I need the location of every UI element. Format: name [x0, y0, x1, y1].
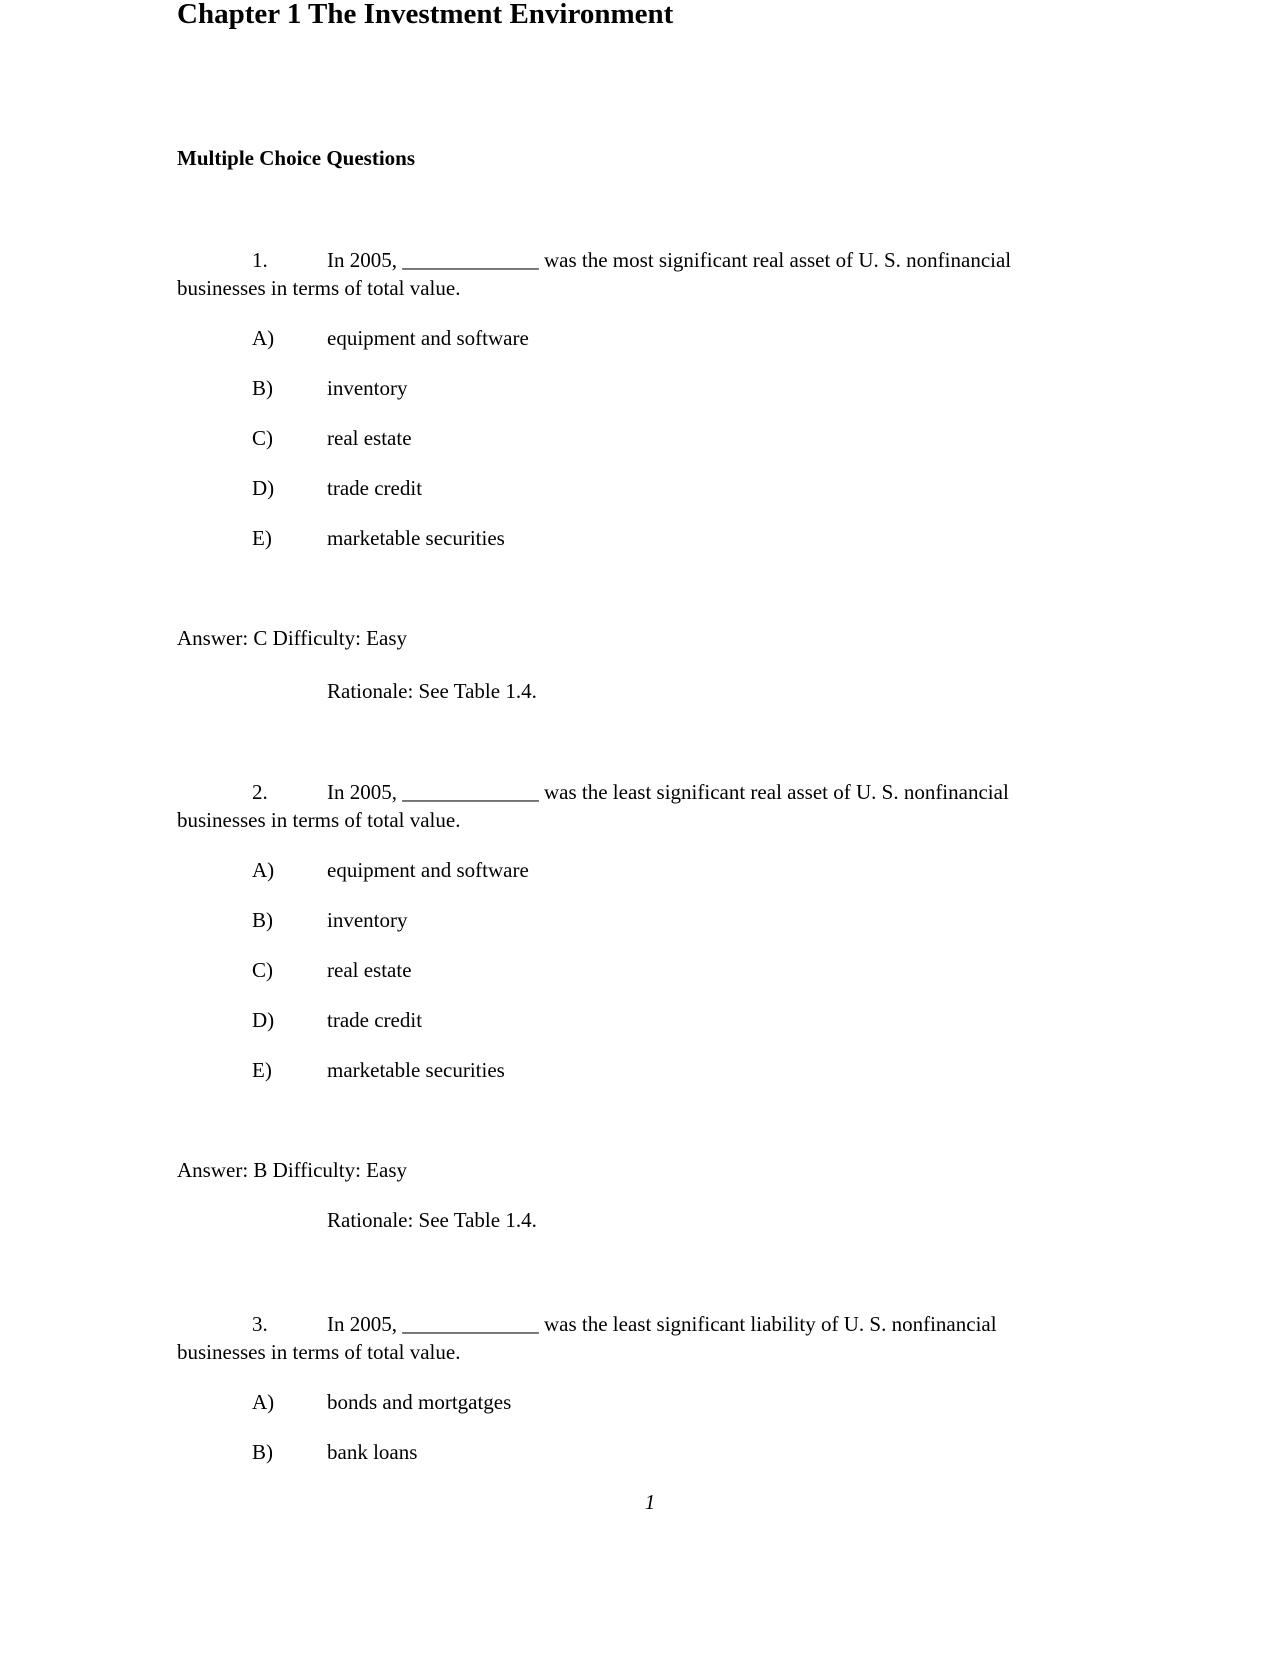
option-letter: B) [252, 376, 273, 400]
rationale: Rationale: See Table 1.4. [327, 1208, 537, 1232]
question-number: 3. [252, 1312, 268, 1336]
answer-line: Answer: C Difficulty: Easy [177, 626, 407, 650]
option-letter: D) [252, 1008, 275, 1032]
option-text: bonds and mortgatges [327, 1390, 512, 1414]
option-text: marketable securities [327, 1058, 505, 1082]
option-text: marketable securities [327, 526, 505, 550]
option-text: real estate [327, 958, 412, 982]
option-text: bank loans [327, 1440, 418, 1464]
answer-line: Answer: B Difficulty: Easy [177, 1158, 407, 1182]
question-stem-line2: businesses in terms of total value. [177, 808, 461, 832]
option-text: real estate [327, 426, 412, 450]
option-letter: E) [252, 526, 272, 550]
option-text: equipment and software [327, 326, 529, 350]
option-text: inventory [327, 376, 408, 400]
page-number: 1 [644, 1490, 656, 1514]
option-text: inventory [327, 908, 408, 932]
option-letter: B) [252, 908, 273, 932]
question-stem-line1: In 2005, _____________ was the least significant real asset of U. S. nonfinancial [327, 780, 1009, 804]
option-text: equipment and software [327, 858, 529, 882]
option-letter: A) [252, 326, 275, 350]
question-stem-line1: In 2005, _____________ was the least significant liability of U. S. nonfinancial [327, 1312, 997, 1336]
option-letter: A) [252, 858, 275, 882]
option-letter: D) [252, 476, 275, 500]
rationale: Rationale: See Table 1.4. [327, 679, 537, 703]
option-letter: A) [252, 1390, 275, 1414]
option-letter: C) [252, 958, 273, 982]
question-stem-line2: businesses in terms of total value. [177, 276, 461, 300]
question-stem-line2: businesses in terms of total value. [177, 1340, 461, 1364]
question-number: 1. [252, 248, 268, 272]
question-stem-line1: In 2005, _____________ was the most significant real asset of U. S. nonfinancial [327, 248, 1012, 272]
question-number: 2. [252, 780, 268, 804]
option-text: trade credit [327, 1008, 423, 1032]
option-letter: E) [252, 1058, 272, 1082]
chapter-title: Chapter 1 The Investment Environment [177, 0, 674, 30]
option-letter: C) [252, 426, 273, 450]
section-title: Multiple Choice Questions [177, 146, 416, 170]
option-text: trade credit [327, 476, 423, 500]
option-letter: B) [252, 1440, 273, 1464]
